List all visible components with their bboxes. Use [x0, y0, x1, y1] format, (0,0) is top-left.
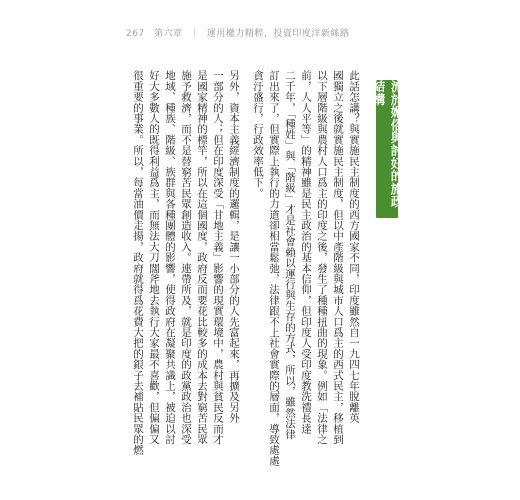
page-number: 267 — [126, 29, 145, 39]
body-line-4: 前，人人平等」的精神雖是民主政治的基本信仰，但印度人受印度教洗禮長達 — [300, 70, 312, 434]
body-line-12: 地域、種族、階級、族群與各種團體的影響，使得政府在凝聚共識上，被迫以討 — [164, 70, 176, 445]
body-line-1: 此話怎講？與實施民主制度的西方國家不同，印度雖然自一九四七年脫離英 — [348, 70, 360, 424]
body-line-8: 另外，資本主義經濟制度的邏輯，是讓一小部分的人先富起來，再擴及另外 — [228, 70, 240, 424]
body-line-7: 貪汙盛行，行政效率低下。 — [252, 70, 264, 199]
body-line-3: 以下層階級與農村人口爲主的印度之後，發生了種種扭曲的現象。例如「法律之 — [316, 70, 328, 445]
body-line-13: 好大多數人的既得利益爲主，而無法大刀闊斧地去執行大家最不喜歡，但偏偏又 — [148, 70, 160, 445]
chapter-label: 第六章 — [154, 29, 183, 39]
section-label: 運用權力精粹，投資印度洋新絲路 — [206, 29, 350, 39]
body-line-5: 二千年，「種姓」與「階級」才是社會賴以運行與生存的方式，所以，雖然法律 — [284, 70, 296, 440]
body-line-11: 施予救濟，而不是替窮苦民眾創造收入。連帶所及，就是印度的政黨政治也深受 — [180, 70, 192, 445]
header-separator: ｜ — [189, 29, 200, 39]
body-line-10: 是國家精神的標竿，所以在這個國度，政府反而要花比較多的成本去對窮苦民眾 — [196, 70, 208, 445]
body-line-6: 訂出來了，但實際上執行的力道卻相當鬆弛，法律跟不上社會實際的層面，導致處處 — [268, 70, 280, 466]
body-line-9: 一部分的人；但在印度深受「甘地主義」影響的現實環境中，農村與貧民反而才 — [212, 70, 224, 445]
section-side-title: 流於媚俗與討好的施政結構 — [376, 80, 398, 218]
body-line-14: 很重要的事業。所以，每當油價走揚，政府就得爲花費大把的銀子去補貼民眾的燃 — [132, 70, 144, 456]
body-line-2: 國獨立之後就實施民主制度，但以中產階級與城市人口爲主的西式民主，移植到 — [332, 70, 344, 445]
running-header — [126, 26, 349, 39]
